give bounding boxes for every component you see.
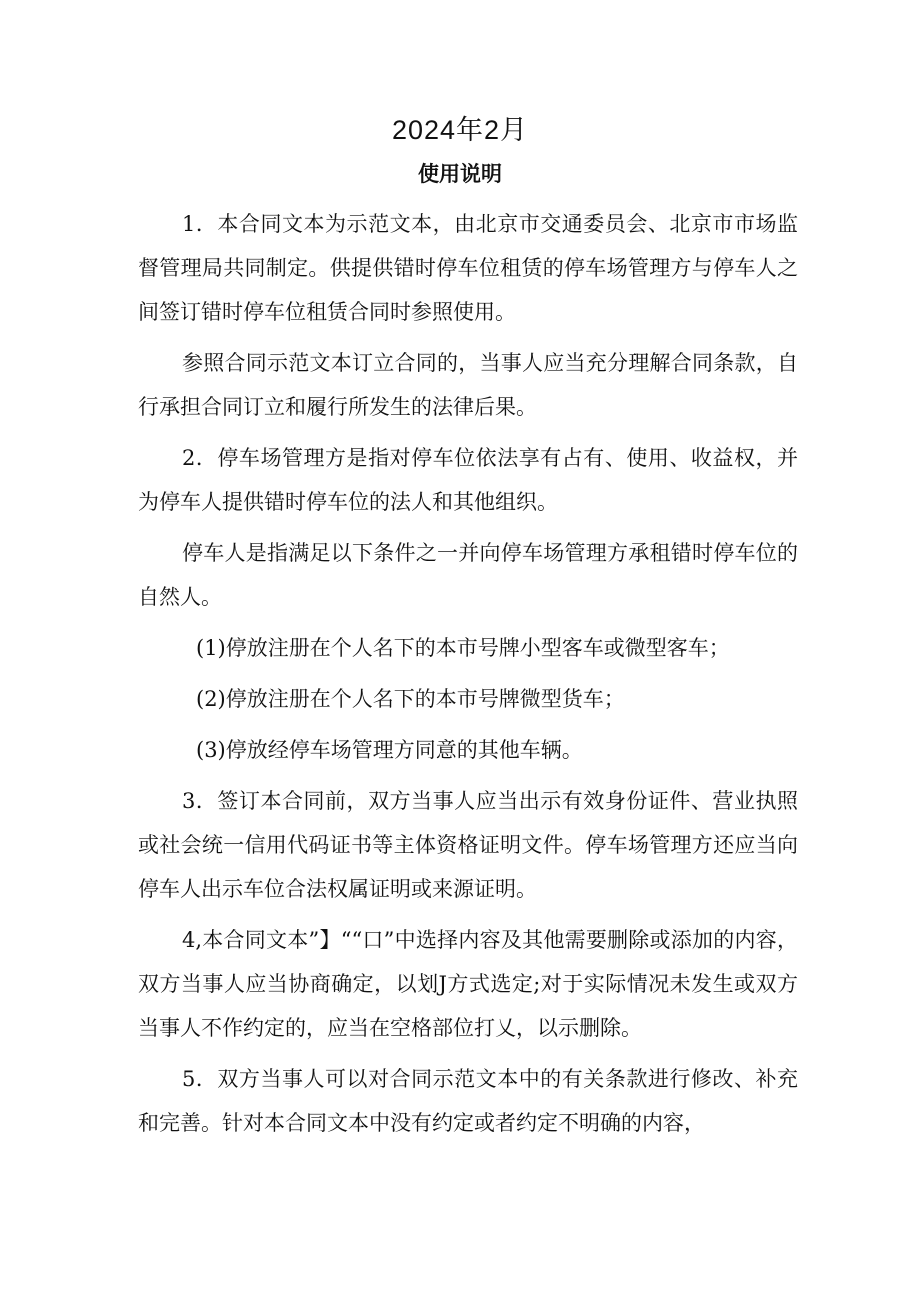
list-item-1: (1)停放注册在个人名下的本市号牌小型客车或微型客车； [196, 636, 730, 660]
paragraph-7: 5．双方当事人可以对合同示范文本中的有关条款进行修改、补充和完善。针对本合同文本中没有约定或者约定不明确的内容， [138, 1067, 798, 1135]
paragraph-3: 2．停车场管理方是指对停车位依法享有占有、使用、收益权，并为停车人提供错时停车位的法人和其他组织。 [138, 446, 798, 514]
paragraph-6: 4,本合同文本”】““口”中选择内容及其他需要删除或添加的内容，双方当事人应当协商确定，以划J方式选定;对于实际情况未发生或双方当事人不作约定的，应当在空格部位打乂，以示删除。 [138, 928, 798, 1040]
list-item-3: (3)停放经停车场管理方同意的其他车辆。 [196, 738, 583, 762]
paragraph-5: 3．签订本合同前，双方当事人应当出示有效身份证件、营业执照或社会统一信用代码证书等主体资格证明文件。停车场管理方还应当向停车人出示车位合法权属证明或来源证明。 [138, 789, 798, 901]
list-item-2: (2)停放注册在个人名下的本市号牌微型货车； [196, 687, 625, 711]
paragraph-1: 1．本合同文本为示范文本，由北京市交通委员会、北京市市场监督管理局共同制定。供提供错时停车位租赁的停车场管理方与停车人之间签订错时停车位租赁合同时参照使用。 [138, 212, 798, 324]
document-date: 2024年2月 [391, 115, 529, 145]
paragraph-4: 停车人是指满足以下条件之一并向停车场管理方承租错时停车位的自然人。 [138, 541, 798, 609]
paragraph-2: 参照合同示范文本订立合同的，当事人应当充分理解合同条款，自行承担合同订立和履行所发生的法律后果。 [138, 351, 798, 419]
document-body [138, 202, 798, 1152]
section-heading: 使用说明 [418, 162, 502, 186]
